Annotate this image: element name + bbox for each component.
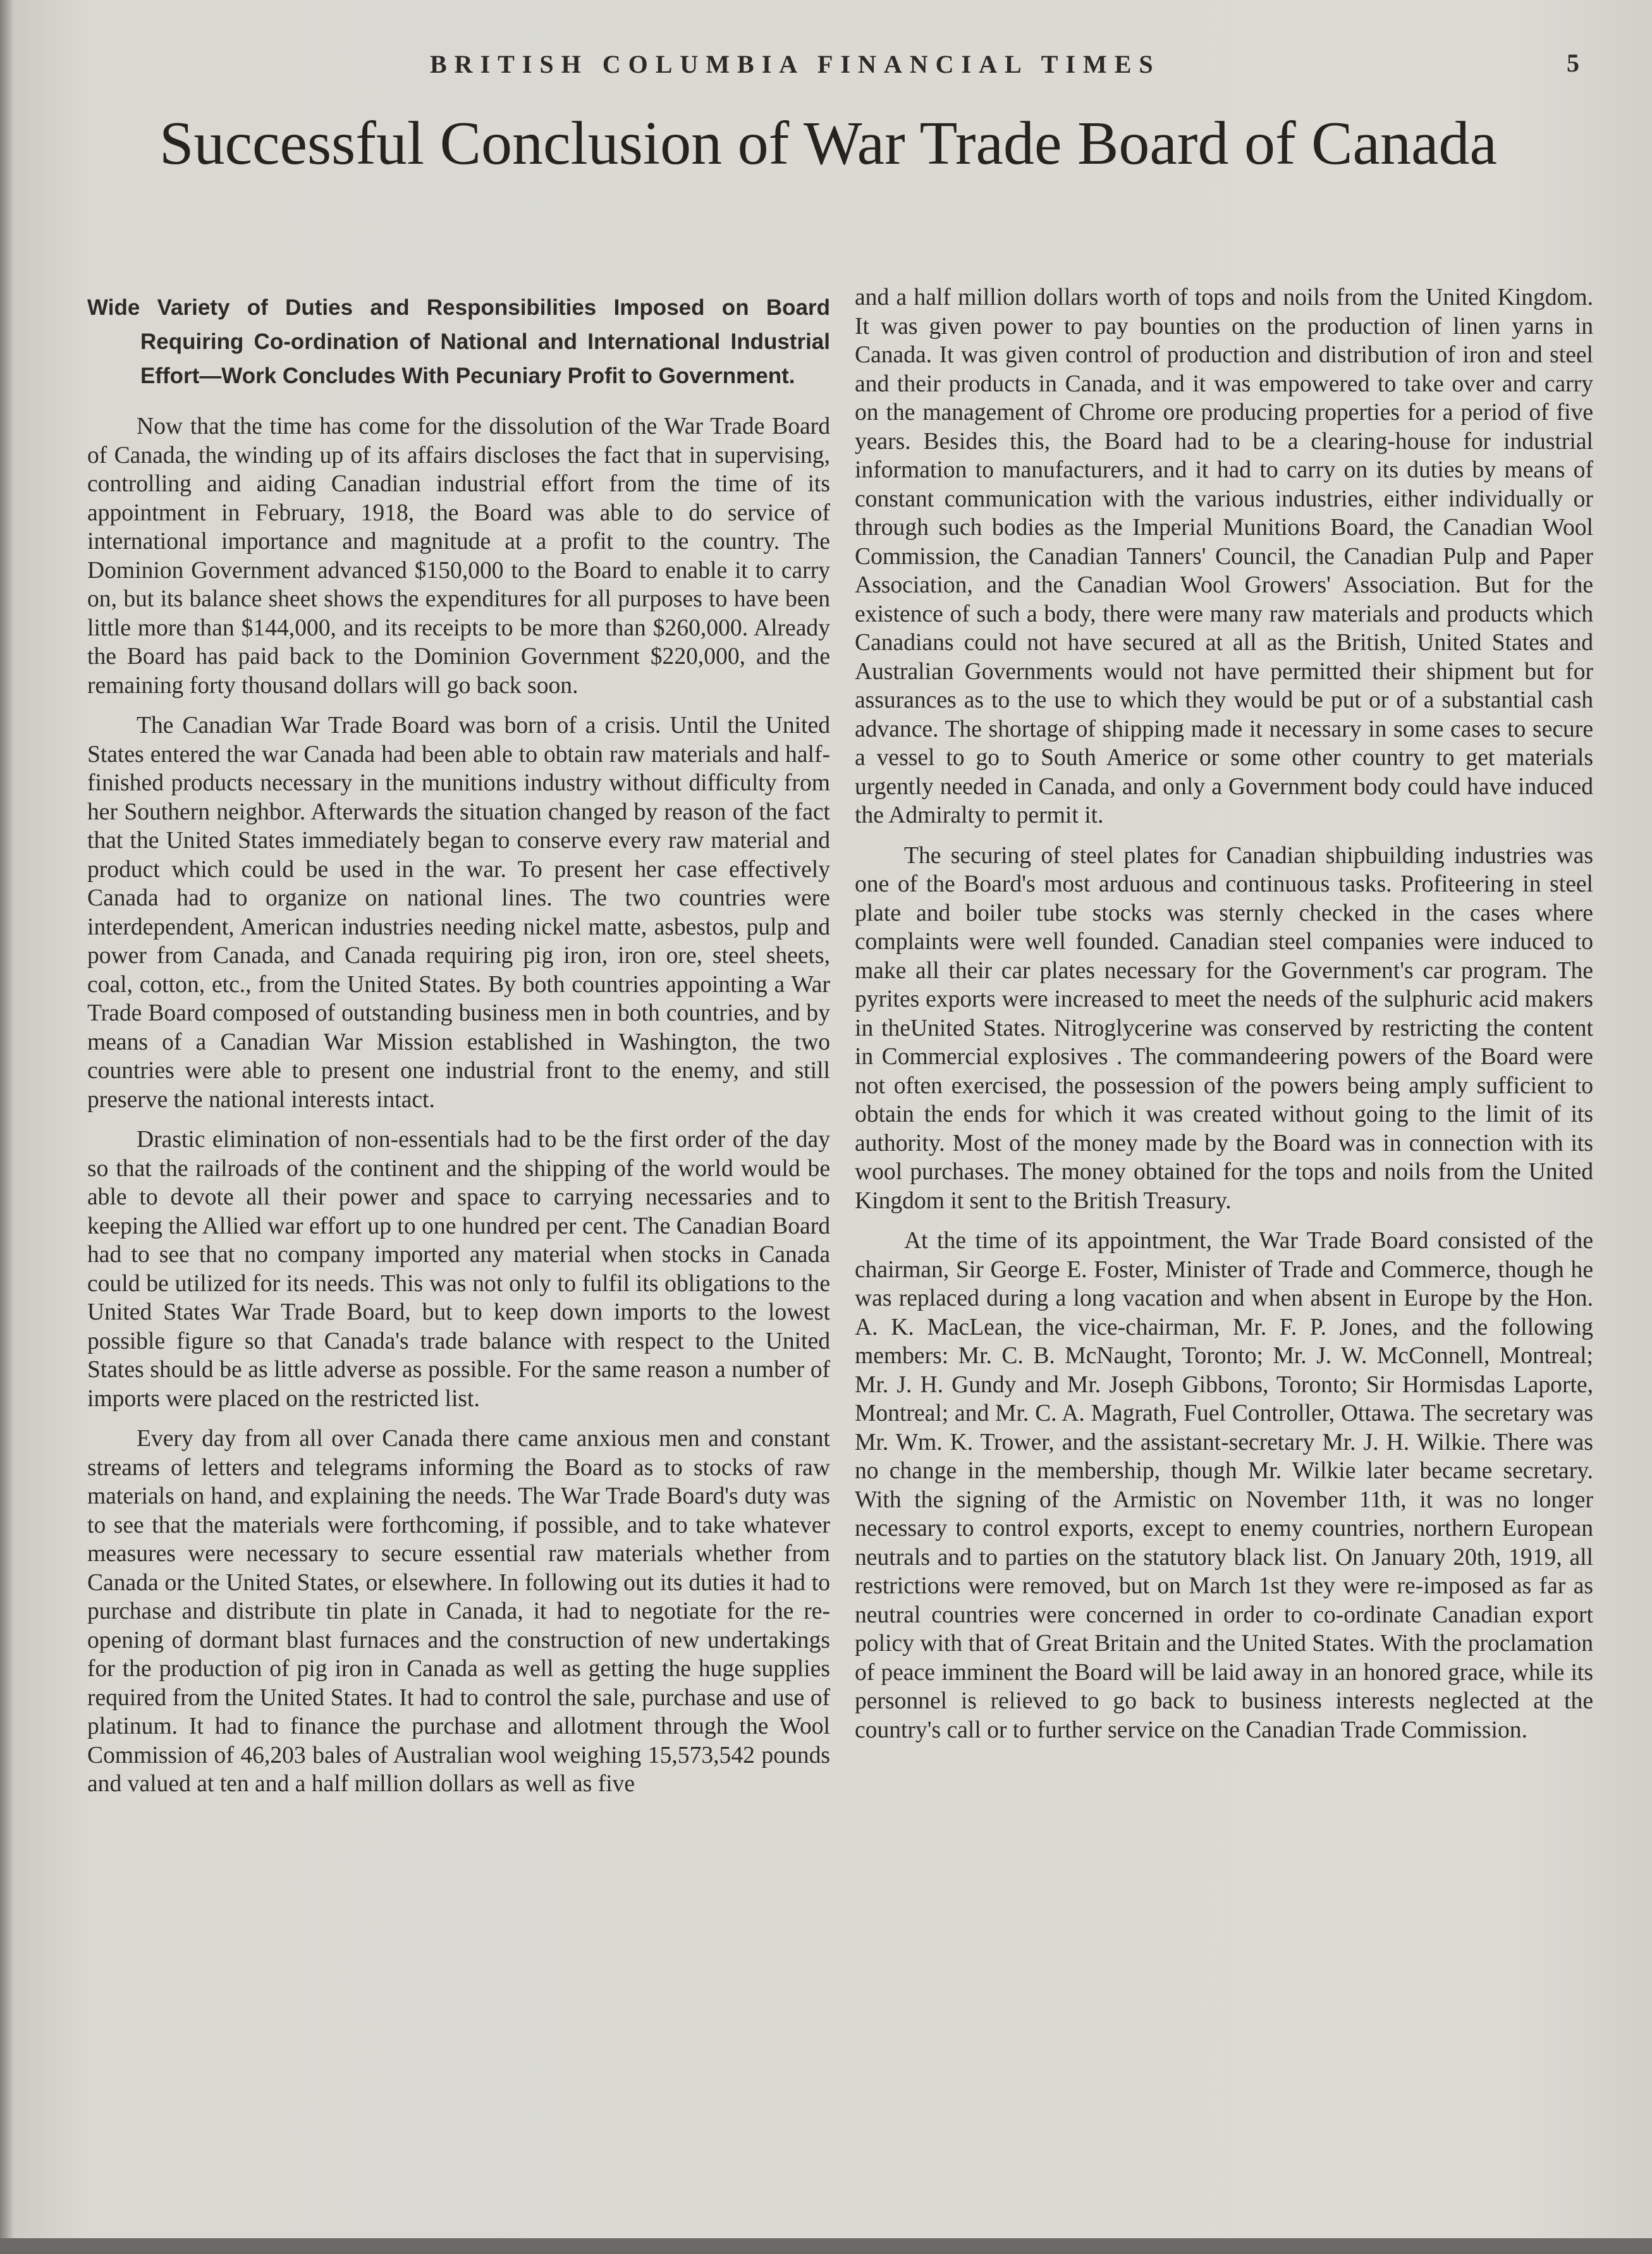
- article-deck: Wide Variety of Duties and Responsibilities Imposed on Board Requiring Co-ordination of National and International Industrial Effort—Work Concludes With Pecuniary Profit to Government.: [87, 295, 830, 388]
- binding-shadow: [0, 0, 14, 2254]
- page-header: [0, 49, 1652, 87]
- left-paragraph-3: Drastic elimination of non-essentials had to be the first order of the day so that the railroads of the continent and the shipping of the world would be able to devote all their power and space to carrying necessaries and to keeping the Allied war effort up to one hundred per cent. The Canadian Board had to see that no company imported any material when stocks in Canada could be utilized for its needs. This was not only to fulfil its obligations to the United States War Trade Board, but to keep down imports to the lowest possible figure so that Canada's trade balance with respect to the United States should be as little adverse as possible. For the same reason a number of imports were placed on the restricted list.: [87, 1127, 830, 1412]
- page-bottom-edge: [0, 2238, 1652, 2254]
- running-head: BRITISH COLUMBIA FINANCIAL TIMES: [430, 50, 1161, 78]
- left-paragraph-4: Every day from all over Canada there came anxious men and constant streams of letters and telegrams informing the Board as to stocks of raw materials on hand, and explaining the needs. The War Trade Board's duty was to see that the materials were forthcoming, if possible, and to take whatever measures were necessary to secure essential raw materials whether from Canada or the United States, or elsewhere. In following out its duties it had to purchase and distribute tin plate in Canada, it had to negotiate for the re-opening of dormant blast furnaces and the construction of new undertakings for the production of pig iron in Canada as well as getting the huge supplies required from the United States. It had to control the sale, purchase and use of platinum. It had to finance the purchase and allotment through the Wool Commission of 46,203 bales of Australian wool weighing 15,573,542 pounds and valued at ten and a half million dollars as well as five: [87, 1426, 830, 1797]
- right-paragraph-2: The securing of steel plates for Canadian shipbuilding industries was one of the Board's most arduous and continuous tasks. Profiteering in steel plate and boiler tube stocks was sternly checked in the cases where complaints were well founded. Canadian steel companies were induced to make all their car plates necessary for the Government's car program. The pyrites exports were increased to meet the needs of the sulphuric acid makers in theUnited States. Nitroglycerine was conserved by restricting the content in Commercial explosives . The commandeering powers of the Board were not often exercised, the possession of the powers being amply sufficient to obtain the ends for which it was created without going to the limit of its authority. Most of the money made by the Board was in connection with its wool purchases. The money obtained for the tops and noils from the United Kingdom it sent to the British Treasury.: [855, 842, 1593, 1214]
- right-paragraph-3: At the time of its appointment, the War Trade Board consisted of the chairman, Sir George E. Foster, Minister of Trade and Commerce, though he was replaced during a long vacation and when absent in Europe by the Hon. A. K. MacLean, the vice-chairman, Mr. F. P. Jones, and the following members: Mr. C. B. McNaught, Toronto; Mr. J. W. McConnell, Montreal; Mr. J. H. Gundy and Mr. Joseph Gibbons, Toronto; Sir Hormisdas Laporte, Montreal; and Mr. C. A. Magrath, Fuel Controller, Ottawa. The secretary was Mr. Wm. K. Trower, and the assistant-secretary Mr. J. H. Wilkie. There was no change in the membership, though Mr. Wilkie later became secretary. With the signing of the Armistic on November 11th, it was no longer necessary to control exports, except to enemy countries, northern European neutrals and to parties on the statutory black list. On January 20th, 1919, all restrictions were removed, but on March 1st they were re-imposed as far as neutral countries were concerned in order to co-ordinate Canadian export policy with that of Great Britain and the United States. With the proclamation of peace imminent the Board will be laid away in an honored grace, while its personnel is relieved to go back to business interests neglected at the country's call or to further service on the Canadian Trade Commission.: [855, 1228, 1593, 1743]
- right-column: [855, 283, 1593, 1756]
- left-paragraph-2: The Canadian War Trade Board was born of a crisis. Until the United States entered the war Canada had been able to obtain raw materials and half-finished products necessary in the munitions industry without difficulty from her Southern neighbor. Afterwards the situation changed by reason of the fact that the United States immediately began to conserve every raw material and product which could be used in the war. To present her case effectively Canada had to organize on national lines. The two countries were interdependent, American industries needing nickel matte, asbestos, pulp and power from Canada, and Canada requiring pig iron, iron ore, steel sheets, coal, cotton, etc., from the United States. By both countries appointing a War Trade Board composed of outstanding business men in both countries, and by means of a Canadian War Mission established in Washington, the two countries were able to present one industrial front to the enemy, and still preserve the national interests intact.: [87, 713, 830, 1113]
- page-number: 5: [1567, 49, 1579, 77]
- left-paragraph-1: Now that the time has come for the dissolution of the War Trade Board of Canada, the winding up of its affairs discloses the fact that in supervising, controlling and aiding Canadian industrial effort from the time of its appointment in February, 1918, the Board was able to do service of international importance and magnitude at a profit to the country. The Dominion Government advanced $150,000 to the Board to enable it to carry on, but its balance sheet shows the expenditures for all purposes to have been little more than $144,000, and its receipts to be more than $260,000. Already the Board has paid back to the Dominion Government $220,000, and the remaining forty thousand dollars will go back soon.: [87, 413, 830, 699]
- right-paragraph-1: and a half million dollars worth of tops and noils from the United Kingdom. It was given power to pay bounties on the production of linen yarns in Canada. It was given control of production and distribution of iron and steel and their products in Canada, and it was empowered to take over and carry on the management of Chrome ore producing properties for a period of five years. Besides this, the Board had to be a clearing-house for industrial information to manufacturers, and it had to carry on its duties by means of constant communication with the various industries, either individually or through such bodies as the Imperial Munitions Board, the Canadian Wool Commission, the Canadian Tanners' Council, the Canadian Pulp and Paper Association, and the Canadian Wool Growers' Association. But for the existence of such a body, there were many raw materials and products which Canadians could not have secured at all as the British, United States and Australian Governments would not have permitted their shipment but for assurances as to the use to which they would be put or of a substantial cash advance. The shortage of shipping made it necessary in some cases to secure a vessel to go to South Americe or some other country to get materials urgently needed in Canada, and only a Government body could have induced the Admiralty to permit it.: [855, 285, 1593, 828]
- article-title: Successful Conclusion of War Trade Board of Canada: [159, 109, 1497, 178]
- left-column: [87, 283, 830, 1810]
